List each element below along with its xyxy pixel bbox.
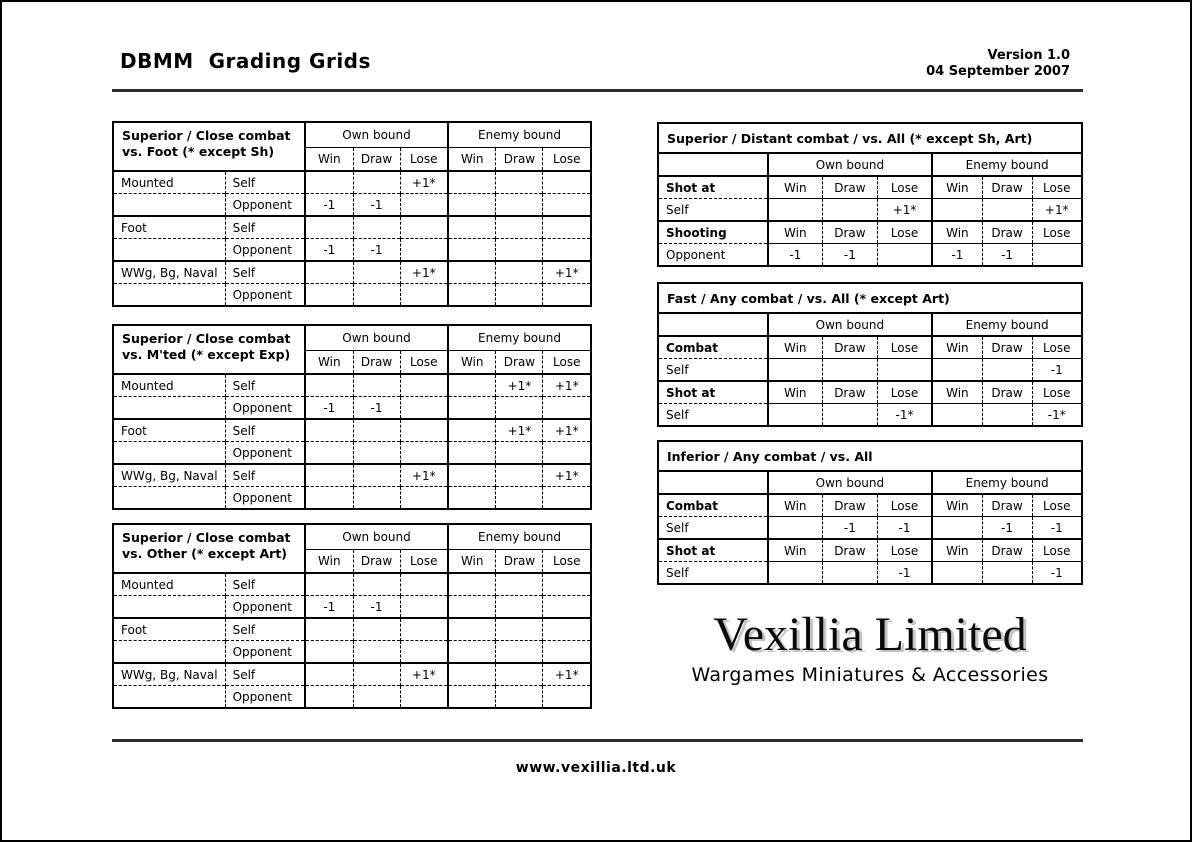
self-label: Self	[225, 374, 305, 397]
wdl-header: Lose	[1032, 176, 1082, 199]
table-inferior-any-combat	[657, 440, 1083, 585]
self-label: Self	[225, 419, 305, 442]
opponent-label: Opponent	[225, 284, 305, 307]
table-title-line1: Superior / Close combat	[122, 128, 291, 143]
wdl-header: Win	[305, 148, 353, 172]
blank-cell	[658, 153, 768, 176]
modifier-value	[305, 261, 353, 284]
section-label: Combat	[658, 494, 768, 517]
modifier-value	[822, 404, 877, 427]
wdl-header: Win	[768, 221, 823, 244]
table-title	[113, 325, 305, 374]
grading-table	[112, 523, 592, 709]
modifier-value	[305, 442, 353, 465]
wdl-header: Win	[932, 381, 982, 404]
modifier-value	[353, 419, 400, 442]
modifier-value	[543, 194, 591, 217]
modifier-value	[496, 216, 543, 239]
troop-type-label: Foot	[113, 618, 225, 641]
modifier-value	[305, 573, 353, 596]
modifier-value	[353, 641, 400, 664]
modifier-value	[400, 442, 448, 465]
modifier-value: -1	[305, 239, 353, 262]
modifier-value	[822, 562, 877, 585]
troop-type-label: WWg, Bg, Naval	[113, 464, 225, 487]
wdl-header: Win	[768, 494, 823, 517]
table-title	[113, 524, 305, 573]
row-label: Self	[658, 517, 768, 540]
self-label: Self	[225, 573, 305, 596]
modifier-value: -1	[353, 239, 400, 262]
wdl-header: Win	[768, 176, 823, 199]
troop-type-label: Mounted	[113, 374, 225, 397]
footer-rule	[112, 739, 1083, 742]
modifier-value	[448, 397, 496, 420]
wdl-header: Lose	[543, 148, 591, 172]
modifier-value	[768, 359, 823, 382]
table-title	[113, 122, 305, 171]
modifier-value	[543, 442, 591, 465]
own-bound-header: Own bound	[305, 122, 448, 148]
modifier-value	[496, 487, 543, 510]
page-title: DBMM Grading Grids	[120, 49, 371, 73]
table-superior-vs-mted	[112, 324, 592, 510]
self-label: Self	[225, 261, 305, 284]
wdl-header: Lose	[400, 550, 448, 574]
wdl-header: Lose	[1032, 221, 1082, 244]
modifier-value: -1	[822, 244, 877, 267]
modifier-value	[543, 284, 591, 307]
footer-url: www.vexillia.ltd.uk	[515, 760, 677, 776]
modifier-value	[543, 397, 591, 420]
wdl-header: Win	[932, 221, 982, 244]
modifier-value: -1	[353, 194, 400, 217]
modifier-value	[822, 359, 877, 382]
modifier-value	[305, 171, 353, 194]
modifier-value	[448, 596, 496, 619]
modifier-value	[982, 404, 1032, 427]
opponent-label: Opponent	[225, 239, 305, 262]
modifier-value: -1*	[877, 404, 932, 427]
version-block	[926, 48, 1070, 80]
troop-type-label-empty	[113, 641, 225, 664]
grading-table	[657, 122, 1083, 267]
modifier-value	[543, 487, 591, 510]
table-superior-distant	[657, 122, 1083, 267]
modifier-value	[353, 374, 400, 397]
opponent-label: Opponent	[225, 487, 305, 510]
modifier-value	[353, 618, 400, 641]
modifier-value: +1*	[543, 419, 591, 442]
modifier-value	[982, 562, 1032, 585]
modifier-value	[448, 419, 496, 442]
modifier-value	[768, 199, 823, 222]
section-label: Shooting	[658, 221, 768, 244]
modifier-value: -1	[353, 596, 400, 619]
modifier-value	[400, 573, 448, 596]
wdl-header: Lose	[877, 381, 932, 404]
table-title-line2: vs. Foot (* except Sh)	[122, 144, 275, 159]
modifier-value: +1*	[877, 199, 932, 222]
modifier-value	[305, 464, 353, 487]
modifier-value	[400, 618, 448, 641]
troop-type-label-empty	[113, 239, 225, 262]
modifier-value	[496, 171, 543, 194]
troop-type-label: Foot	[113, 419, 225, 442]
own-bound-header: Own bound	[305, 325, 448, 351]
modifier-value: +1*	[496, 419, 543, 442]
modifier-value	[353, 284, 400, 307]
modifier-value: -1	[1032, 562, 1082, 585]
row-label: Self	[658, 359, 768, 382]
modifier-value	[305, 374, 353, 397]
wdl-header: Lose	[877, 336, 932, 359]
wdl-header: Draw	[822, 494, 877, 517]
logo-name: Vexillia Limited	[713, 608, 1027, 661]
modifier-value	[353, 171, 400, 194]
modifier-value: +1*	[400, 663, 448, 686]
modifier-value: -1	[932, 244, 982, 267]
blank-cell	[658, 471, 768, 494]
wdl-header: Lose	[1032, 336, 1082, 359]
modifier-value	[496, 686, 543, 709]
modifier-value	[448, 686, 496, 709]
modifier-value: -1	[877, 517, 932, 540]
wdl-header: Draw	[496, 550, 543, 574]
modifier-value	[448, 663, 496, 686]
modifier-value	[353, 464, 400, 487]
modifier-value	[448, 573, 496, 596]
modifier-value: +1*	[543, 464, 591, 487]
modifier-value: +1*	[400, 171, 448, 194]
self-label: Self	[225, 464, 305, 487]
modifier-value: -1	[822, 517, 877, 540]
vexillia-logo	[642, 608, 1098, 687]
modifier-value	[448, 216, 496, 239]
wdl-header: Lose	[877, 494, 932, 517]
modifier-value	[400, 374, 448, 397]
wdl-header: Draw	[822, 221, 877, 244]
modifier-value	[496, 261, 543, 284]
table-superior-vs-other	[112, 523, 592, 709]
modifier-value	[496, 573, 543, 596]
modifier-value	[400, 487, 448, 510]
modifier-value	[353, 442, 400, 465]
own-bound-header: Own bound	[768, 153, 933, 176]
wdl-header: Win	[448, 550, 496, 574]
row-label: Self	[658, 199, 768, 222]
modifier-value	[932, 562, 982, 585]
modifier-value	[768, 404, 823, 427]
modifier-value	[496, 194, 543, 217]
modifier-value: +1*	[1032, 199, 1082, 222]
modifier-value	[932, 517, 982, 540]
modifier-value	[543, 618, 591, 641]
modifier-value: -1	[305, 397, 353, 420]
wdl-header: Win	[768, 381, 823, 404]
modifier-value	[400, 397, 448, 420]
modifier-value	[877, 244, 932, 267]
modifier-value	[496, 442, 543, 465]
logo-tagline: Wargames Miniatures & Accessories	[691, 664, 1049, 686]
grading-table	[657, 440, 1083, 585]
wdl-header: Draw	[353, 148, 400, 172]
modifier-value: +1*	[400, 464, 448, 487]
wdl-header: Lose	[877, 539, 932, 562]
own-bound-header: Own bound	[768, 313, 933, 336]
row-label: Self	[658, 404, 768, 427]
grading-table	[112, 324, 592, 510]
wdl-header: Lose	[543, 351, 591, 375]
wdl-header: Draw	[982, 221, 1032, 244]
opponent-label: Opponent	[225, 596, 305, 619]
modifier-value	[448, 487, 496, 510]
modifier-value	[932, 199, 982, 222]
table-title: Fast / Any combat / vs. All (* except Art)	[658, 283, 1082, 313]
modifier-value: -1	[768, 244, 823, 267]
modifier-value	[353, 261, 400, 284]
opponent-label: Opponent	[225, 397, 305, 420]
wdl-header: Draw	[496, 148, 543, 172]
troop-type-label: Mounted	[113, 573, 225, 596]
table-title-line2: vs. Other (* except Art)	[122, 546, 288, 561]
troop-type-label: Mounted	[113, 171, 225, 194]
modifier-value	[353, 216, 400, 239]
modifier-value	[305, 284, 353, 307]
wdl-header: Lose	[1032, 381, 1082, 404]
wdl-header: Win	[448, 351, 496, 375]
troop-type-label-empty	[113, 596, 225, 619]
modifier-value	[400, 216, 448, 239]
table-title-line1: Superior / Close combat	[122, 530, 291, 545]
modifier-value	[448, 171, 496, 194]
wdl-header: Draw	[982, 176, 1032, 199]
modifier-value: +1*	[543, 374, 591, 397]
troop-type-label-empty	[113, 442, 225, 465]
modifier-value	[448, 464, 496, 487]
opponent-label: Opponent	[225, 686, 305, 709]
wdl-header: Draw	[822, 381, 877, 404]
modifier-value	[353, 663, 400, 686]
table-title-line2: vs. M'ted (* except Exp)	[122, 347, 291, 362]
wdl-header: Draw	[982, 336, 1032, 359]
wdl-header: Lose	[877, 176, 932, 199]
troop-type-label-empty	[113, 194, 225, 217]
wdl-header: Win	[932, 494, 982, 517]
modifier-value	[448, 374, 496, 397]
modifier-value: -1	[982, 244, 1032, 267]
troop-type-label-empty	[113, 487, 225, 510]
enemy-bound-header: Enemy bound	[932, 471, 1082, 494]
wdl-header: Draw	[353, 351, 400, 375]
modifier-value	[400, 641, 448, 664]
modifier-value	[353, 686, 400, 709]
modifier-value	[496, 464, 543, 487]
modifier-value	[982, 359, 1032, 382]
wdl-header: Lose	[1032, 539, 1082, 562]
modifier-value	[448, 618, 496, 641]
modifier-value	[305, 663, 353, 686]
wdl-header: Win	[305, 550, 353, 574]
wdl-header: Draw	[982, 539, 1032, 562]
troop-type-label-empty	[113, 686, 225, 709]
wdl-header: Lose	[543, 550, 591, 574]
modifier-value	[448, 261, 496, 284]
modifier-value	[932, 359, 982, 382]
modifier-value: -1	[305, 596, 353, 619]
troop-type-label: Foot	[113, 216, 225, 239]
table-superior-vs-foot	[112, 121, 592, 307]
troop-type-label: WWg, Bg, Naval	[113, 663, 225, 686]
modifier-value	[496, 596, 543, 619]
wdl-header: Win	[768, 336, 823, 359]
modifier-value	[496, 284, 543, 307]
own-bound-header: Own bound	[305, 524, 448, 550]
wdl-header: Draw	[822, 176, 877, 199]
modifier-value	[400, 194, 448, 217]
modifier-value	[448, 641, 496, 664]
modifier-value	[353, 487, 400, 510]
modifier-value	[932, 404, 982, 427]
row-label: Self	[658, 562, 768, 585]
table-title-line1: Superior / Close combat	[122, 331, 291, 346]
opponent-label: Opponent	[225, 641, 305, 664]
modifier-value	[400, 239, 448, 262]
troop-type-label-empty	[113, 284, 225, 307]
opponent-label: Opponent	[225, 442, 305, 465]
troop-type-label: WWg, Bg, Naval	[113, 261, 225, 284]
table-fast-any-combat	[657, 282, 1083, 427]
modifier-value: +1*	[496, 374, 543, 397]
modifier-value	[496, 397, 543, 420]
grading-table	[112, 121, 592, 307]
modifier-value	[543, 596, 591, 619]
wdl-header: Win	[932, 176, 982, 199]
modifier-value	[448, 442, 496, 465]
modifier-value	[1032, 244, 1082, 267]
modifier-value	[822, 199, 877, 222]
modifier-value	[305, 686, 353, 709]
modifier-value: -1	[1032, 359, 1082, 382]
modifier-value	[305, 419, 353, 442]
header-rule	[112, 89, 1083, 92]
modifier-value	[305, 618, 353, 641]
row-label: Opponent	[658, 244, 768, 267]
modifier-value: -1	[353, 397, 400, 420]
self-label: Self	[225, 216, 305, 239]
enemy-bound-header: Enemy bound	[448, 325, 591, 351]
modifier-value	[400, 419, 448, 442]
modifier-value	[400, 686, 448, 709]
section-label: Shot at	[658, 381, 768, 404]
wdl-header: Draw	[982, 381, 1032, 404]
self-label: Self	[225, 663, 305, 686]
opponent-label: Opponent	[225, 194, 305, 217]
section-label: Shot at	[658, 176, 768, 199]
blank-cell	[658, 313, 768, 336]
table-title: Superior / Distant combat / vs. All (* except Sh, Art)	[658, 123, 1082, 153]
modifier-value: +1*	[543, 261, 591, 284]
troop-type-label-empty	[113, 397, 225, 420]
wdl-header: Lose	[1032, 494, 1082, 517]
own-bound-header: Own bound	[768, 471, 933, 494]
modifier-value	[768, 562, 823, 585]
modifier-value: -1	[305, 194, 353, 217]
wdl-header: Win	[448, 148, 496, 172]
grading-table	[657, 282, 1083, 427]
enemy-bound-header: Enemy bound	[448, 122, 591, 148]
modifier-value: -1	[877, 562, 932, 585]
modifier-value	[305, 487, 353, 510]
modifier-value	[877, 359, 932, 382]
self-label: Self	[225, 618, 305, 641]
modifier-value	[353, 573, 400, 596]
wdl-header: Win	[305, 351, 353, 375]
wdl-header: Draw	[353, 550, 400, 574]
wdl-header: Win	[932, 336, 982, 359]
wdl-header: Draw	[822, 336, 877, 359]
modifier-value	[400, 284, 448, 307]
modifier-value	[305, 216, 353, 239]
modifier-value: +1*	[543, 663, 591, 686]
modifier-value	[496, 663, 543, 686]
section-label: Combat	[658, 336, 768, 359]
modifier-value	[496, 239, 543, 262]
modifier-value	[982, 199, 1032, 222]
version-date: 04 September 2007	[926, 64, 1070, 79]
modifier-value	[305, 641, 353, 664]
modifier-value	[543, 239, 591, 262]
wdl-header: Lose	[877, 221, 932, 244]
modifier-value	[543, 686, 591, 709]
version-label: Version 1.0	[987, 48, 1070, 63]
wdl-header: Win	[768, 539, 823, 562]
modifier-value	[768, 517, 823, 540]
section-label: Shot at	[658, 539, 768, 562]
modifier-value: -1	[1032, 517, 1082, 540]
modifier-value: -1*	[1032, 404, 1082, 427]
modifier-value: -1	[982, 517, 1032, 540]
modifier-value	[400, 596, 448, 619]
modifier-value	[448, 284, 496, 307]
wdl-header: Lose	[400, 148, 448, 172]
modifier-value: +1*	[400, 261, 448, 284]
enemy-bound-header: Enemy bound	[932, 153, 1082, 176]
wdl-header: Draw	[982, 494, 1032, 517]
modifier-value	[543, 171, 591, 194]
modifier-value	[543, 573, 591, 596]
wdl-header: Draw	[496, 351, 543, 375]
modifier-value	[448, 194, 496, 217]
modifier-value	[496, 641, 543, 664]
wdl-header: Win	[932, 539, 982, 562]
modifier-value	[543, 216, 591, 239]
wdl-header: Draw	[822, 539, 877, 562]
table-title: Inferior / Any combat / vs. All	[658, 441, 1082, 471]
modifier-value	[543, 641, 591, 664]
enemy-bound-header: Enemy bound	[932, 313, 1082, 336]
self-label: Self	[225, 171, 305, 194]
enemy-bound-header: Enemy bound	[448, 524, 591, 550]
modifier-value	[496, 618, 543, 641]
modifier-value	[448, 239, 496, 262]
wdl-header: Lose	[400, 351, 448, 375]
